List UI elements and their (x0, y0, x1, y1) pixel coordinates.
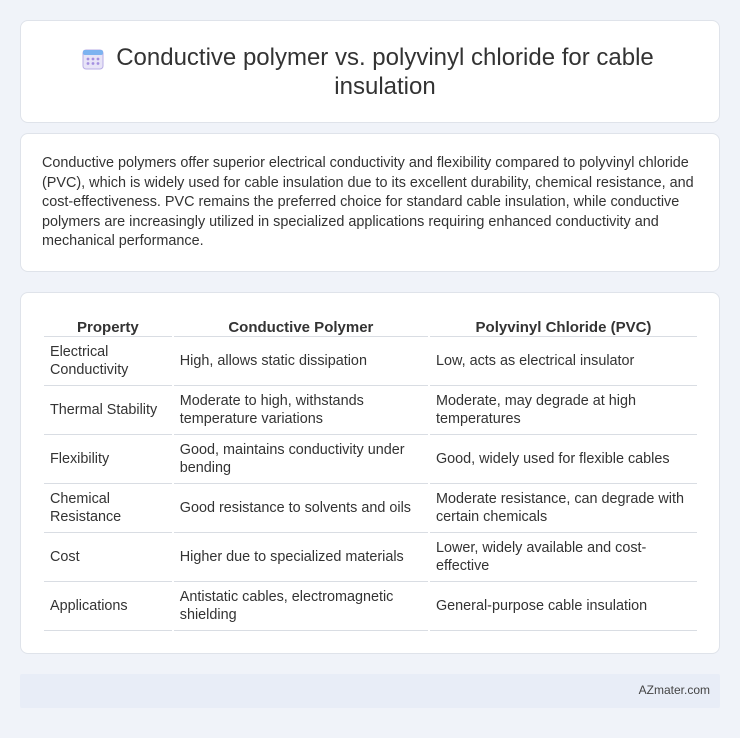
title-card (20, 20, 720, 123)
pvc-cell: Lower, widely available and cost-effective (430, 533, 697, 582)
property-cell: Thermal Stability (44, 386, 172, 435)
conductive-polymer-cell: Good resistance to solvents and oils (174, 484, 428, 533)
property-cell: Chemical Resistance (44, 484, 172, 533)
comparison-table (42, 315, 699, 631)
header-conductive-polymer: Conductive Polymer (174, 315, 428, 337)
footer-bar (20, 674, 720, 708)
footer-brand[interactable]: AZmater.com (638, 683, 710, 697)
pvc-cell: Good, widely used for flexible cables (430, 435, 697, 484)
conductive-polymer-cell: High, allows static dissipation (174, 337, 428, 386)
property-cell: Cost (44, 533, 172, 582)
conductive-polymer-cell: Antistatic cables, electromagnetic shielding (174, 582, 428, 631)
property-cell: Applications (44, 582, 172, 631)
pvc-cell: Moderate resistance, can degrade with certain chemicals (430, 484, 697, 533)
table-row (44, 386, 697, 435)
intro-paragraph: Conductive polymers offer superior electrical conductivity and flexibility compared to polyvinyl chloride (PVC), which is widely used for cable insulation due to its excellent durability, chemical resistance, and cost-effectiveness. PVC remains the preferred choice for standard cable insulation, while conductive polymers are increasingly utilized in specialized applications requiring enhanced conductivity and mechanical performance. (42, 155, 694, 250)
table-row (44, 337, 697, 386)
page-title: Conductive polymer vs. polyvinyl chloride for cable insulation (116, 44, 654, 100)
table-row (44, 435, 697, 484)
table-header-row (44, 315, 697, 337)
header-property: Property (44, 315, 172, 337)
property-cell: Flexibility (44, 435, 172, 484)
pvc-cell: General-purpose cable insulation (430, 582, 697, 631)
property-cell: Electrical Conductivity (44, 337, 172, 386)
intro-card (20, 133, 720, 272)
conductive-polymer-cell: Good, maintains conductivity under bending (174, 435, 428, 484)
pvc-cell: Low, acts as electrical insulator (430, 337, 697, 386)
conductive-polymer-cell: Higher due to specialized materials (174, 533, 428, 582)
header-pvc: Polyvinyl Chloride (PVC) (430, 315, 697, 337)
table-row (44, 582, 697, 631)
comparison-card (20, 292, 720, 654)
conductive-polymer-cell: Moderate to high, withstands temperature variations (174, 386, 428, 435)
pvc-cell: Moderate, may degrade at high temperatures (430, 386, 697, 435)
table-row (44, 533, 697, 582)
table-row (44, 484, 697, 533)
